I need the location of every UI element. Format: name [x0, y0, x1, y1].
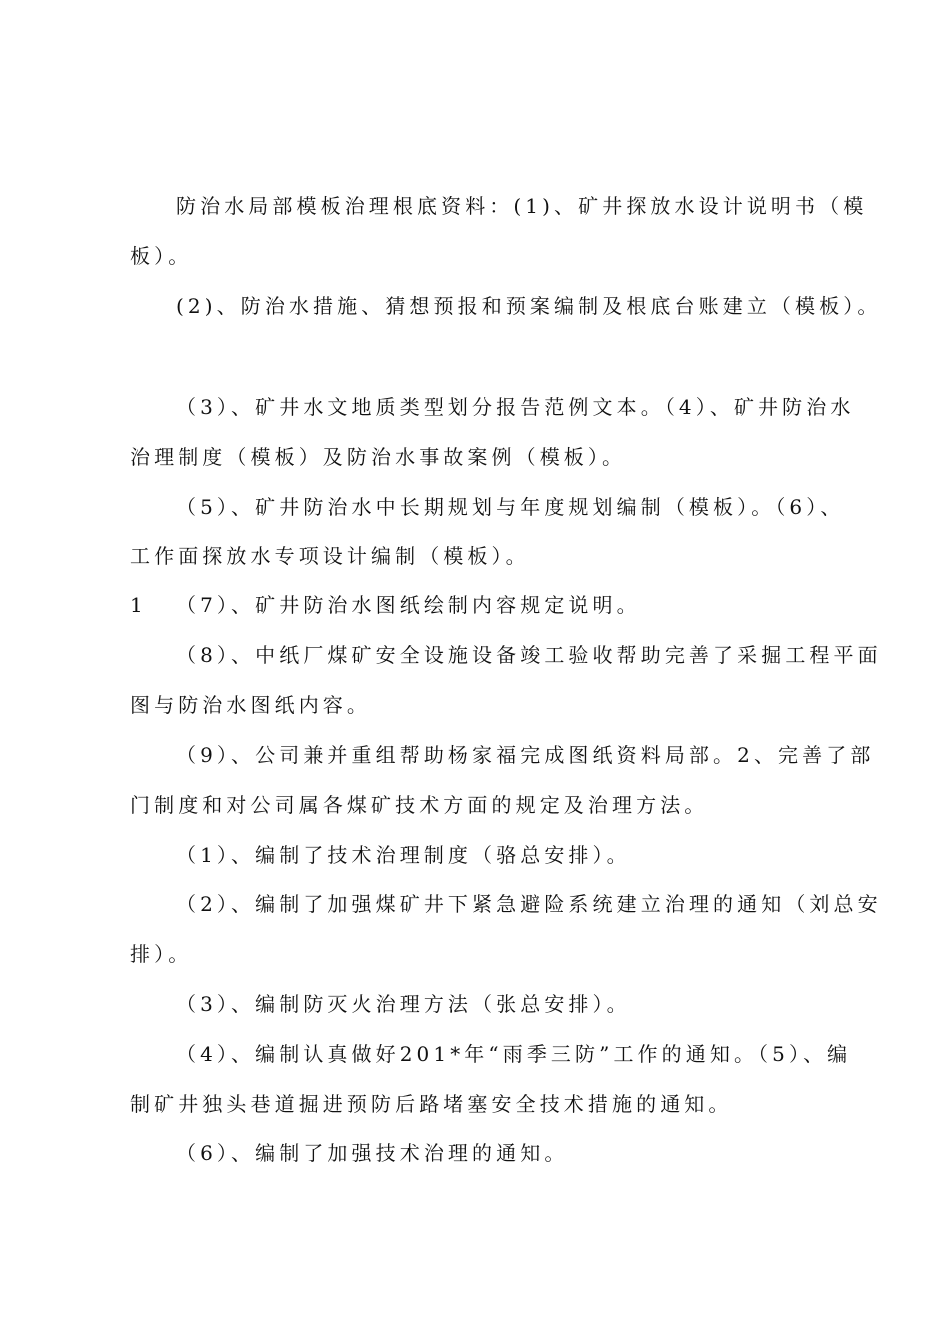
text-line: （7）、矿井防治水图纸绘制内容规定说明。 — [176, 593, 641, 617]
text-line: （5）、矿井防治水中长期规划与年度规划编制（模板）。（6）、 — [176, 495, 845, 519]
text-line: 防治水局部模板治理根底资料：(1)、矿井探放水设计说明书（模 — [176, 194, 868, 218]
text-line: 治理制度（模板）及防治水事故案例（模板）。 — [130, 445, 627, 469]
text-line: （9）、公司兼并重组帮助杨家福完成图纸资料局部。2、完善了部 — [176, 743, 875, 767]
text-line: 板）。 — [130, 244, 193, 268]
text-line: （1）、编制了技术治理制度（骆总安排）。 — [176, 843, 631, 867]
text-line: （3）、编制防灭火治理方法（张总安排）。 — [176, 992, 631, 1016]
text-line: 工作面探放水专项设计编制（模板）。 — [130, 544, 530, 568]
numbered-line — [130, 591, 641, 619]
text-line: （2）、编制了加强煤矿井下紧急避险系统建立治理的通知（刘总安 — [176, 892, 882, 916]
text-line: 制矿井独头巷道掘进预防后路堵塞安全技术措施的通知。 — [130, 1092, 733, 1116]
text-line: （8）、中纸厂煤矿安全设施设备竣工验收帮助完善了采掘工程平面 — [176, 643, 882, 667]
text-line: 排）。 — [130, 942, 193, 966]
text-line: （4）、编制认真做好201*年“雨季三防”工作的通知。（5）、编 — [176, 1042, 852, 1066]
text-line: (2)、防治水措施、猜想预报和预案编制及根底台账建立（模板）。 — [176, 294, 882, 318]
text-line: （3）、矿井水文地质类型划分报告范例文本。（4）、矿井防治水 — [176, 395, 855, 419]
list-marker: 1 — [130, 593, 143, 617]
text-line: 门制度和对公司属各煤矿技术方面的规定及治理方法。 — [130, 793, 709, 817]
text-line: 图与防治水图纸内容。 — [130, 693, 371, 717]
text-line: （6）、编制了加强技术治理的通知。 — [176, 1141, 569, 1165]
